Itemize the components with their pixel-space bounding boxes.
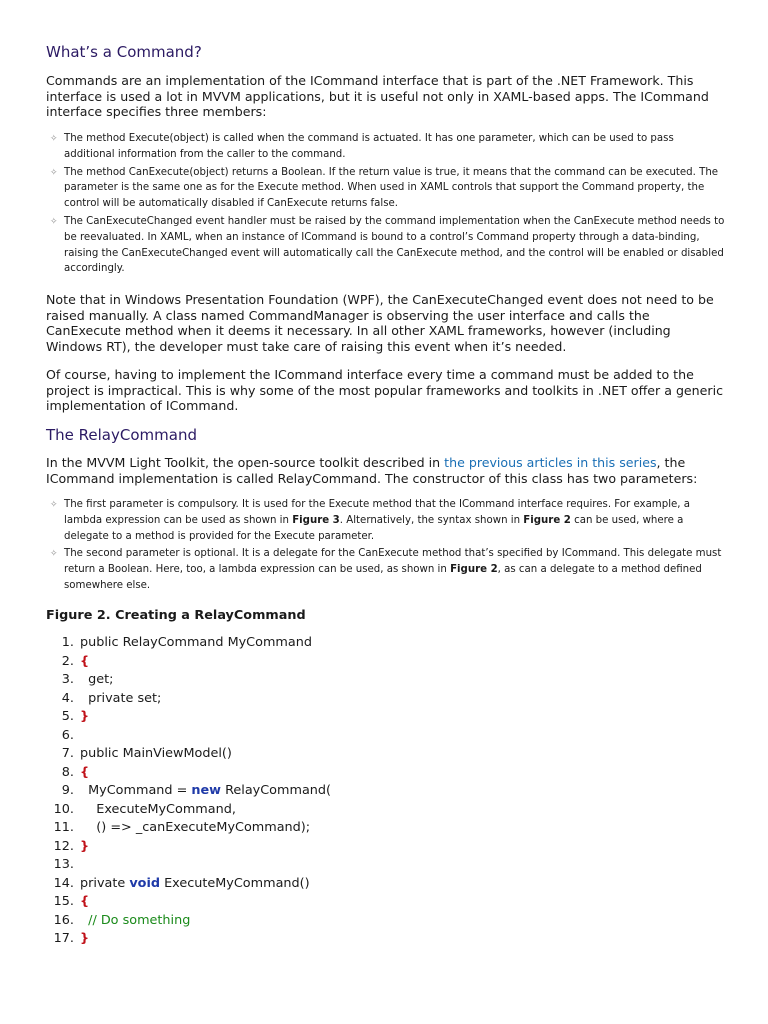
code-text: public RelayCommand MyCommand: [80, 635, 312, 650]
code-brace: }: [80, 838, 90, 854]
figure-title: Figure 2. Creating a RelayCommand: [46, 608, 306, 623]
code-line: [46, 893, 726, 912]
figure-reference: Figure 2: [450, 564, 498, 576]
figure-reference: Figure 2: [523, 514, 571, 526]
list-item: [46, 165, 726, 212]
line-number: 14.: [53, 875, 74, 891]
section-heading-command: What’s a Command?: [46, 43, 202, 61]
bullet-icon: ✧: [50, 216, 58, 227]
code-line: [46, 782, 726, 801]
bullet-icon: ✧: [50, 134, 58, 144]
code-brace: {: [80, 653, 90, 669]
line-number: 10.: [53, 801, 74, 817]
line-number: 13.: [53, 857, 74, 872]
list-item-text: The CanExecuteChanged event handler must be raised by the command implementation when the CanExecute method needs to be reevaluated. In XAML, when an instance of ICommand is bound to a control’s Command property through a data-binding, raising the CanExecuteChanged event will automatically call the CanExecute method, and the control will be enabled or disabled accordingly.: [64, 215, 725, 275]
code-text: ExecuteMyCommand,: [80, 801, 236, 817]
line-number: 8.: [61, 764, 74, 780]
command-members-list: [46, 131, 726, 279]
code-line: [46, 708, 726, 727]
generic-implementation-paragraph: Of course, having to implement the ICommand interface every time a command must be added to the project is impractical. This is why some of the most popular frameworks and toolkits in .NET offer a generic implementation of ICommand.: [46, 367, 724, 414]
code-text: private: [80, 875, 130, 891]
code-line: [46, 690, 726, 709]
code-line: [46, 819, 726, 838]
code-text: public MainViewModel(): [80, 746, 232, 761]
line-number: 1.: [61, 635, 74, 650]
bullet-icon: ✧: [50, 500, 58, 510]
code-brace: {: [80, 764, 90, 780]
code-line: [46, 930, 726, 949]
line-number: 12.: [53, 838, 74, 854]
section-heading-relaycommand: The RelayCommand: [46, 426, 197, 444]
code-text: private set;: [80, 690, 162, 706]
code-listing: [46, 634, 726, 949]
code-line: [46, 634, 726, 653]
list-item: [46, 214, 726, 277]
intro-text-after: , the ICommand implementation is called RelayCommand. The constructor of this class has two parameters:: [46, 455, 698, 486]
line-number: 2.: [61, 653, 74, 669]
code-line: [46, 671, 726, 690]
code-line: [46, 875, 726, 894]
code-comment: // Do something: [80, 912, 191, 928]
code-line: [46, 764, 726, 783]
constructor-parameters-list: [46, 497, 726, 596]
figure-reference: Figure 3: [292, 514, 340, 526]
code-text: get;: [80, 672, 114, 687]
code-text: () => _canExecuteMyCommand);: [80, 820, 311, 835]
code-text: ExecuteMyCommand(): [160, 875, 310, 891]
code-line: [46, 838, 726, 857]
text-run: The second parameter is optional. It is a delegate for the CanExecute method that’s specified by ICommand. This delegate must return a Boolean. Here, too, a lambda expression can be used, as shown in: [64, 548, 722, 576]
code-text: MyCommand =: [80, 783, 192, 798]
intro-paragraph: Commands are an implementation of the ICommand interface that is part of the .NET Framework. This interface is used a lot in MVVM applications, but it is useful not only in XAML-based apps. The ICommand interface specifies three members:: [46, 73, 709, 120]
code-brace: }: [80, 931, 90, 946]
code-keyword: void: [129, 875, 161, 891]
line-number: 9.: [61, 783, 74, 798]
line-number: 4.: [61, 690, 74, 706]
bullet-icon: ✧: [50, 549, 58, 560]
line-number: 3.: [61, 672, 74, 687]
code-line: [46, 727, 726, 746]
code-line: [46, 912, 726, 931]
bullet-icon: ✧: [50, 167, 58, 178]
code-line: [46, 801, 726, 820]
code-line: [46, 745, 726, 764]
code-line: [46, 653, 726, 672]
line-number: 5.: [61, 709, 74, 724]
previous-articles-link[interactable]: the previous articles in this series: [444, 455, 657, 470]
line-number: 11.: [53, 820, 74, 835]
list-item-text: The method CanExecute(object) returns a Boolean. If the return value is true, it means that the command can be executed. The parameter is the same one as for the Execute method. When used in XAML controls that support the Command property, the control will be automatically disabled if CanExecute returns false.: [64, 166, 719, 210]
code-keyword: new: [191, 783, 222, 798]
intro-text-before: In the MVVM Light Toolkit, the open-source toolkit described in: [46, 455, 445, 470]
line-number: 16.: [53, 912, 74, 928]
line-number: 17.: [53, 931, 74, 946]
list-item: [46, 546, 726, 593]
relaycommand-intro-paragraph: [46, 455, 726, 486]
text-run: . Alternatively, the syntax shown in: [339, 514, 524, 526]
text-run: can be used, where a delegate to a method is provided for the Execute parameter.: [64, 514, 684, 542]
code-line: [46, 856, 726, 875]
wpf-note-paragraph: Note that in Windows Presentation Foundation (WPF), the CanExecuteChanged event does not need to be raised manually. A class named CommandManager is observing the user interface and calls the CanExecute method when it deems it necessary. In all other XAML frameworks, however (including Windows RT), the developer must take care of raising this event when it’s needed.: [46, 292, 714, 354]
code-brace: {: [80, 894, 90, 909]
list-item: [46, 131, 726, 163]
line-number: 15.: [53, 894, 74, 909]
text-run: , as can a delegate to a method defined somewhere else.: [64, 564, 702, 591]
text-run: The first parameter is compulsory. It is used for the Execute method that the ICommand interface requires. For example, a lambda expression can be used as shown in: [64, 499, 691, 526]
code-text: RelayCommand(: [221, 783, 332, 798]
list-item: [46, 497, 726, 544]
line-number: 6.: [61, 727, 74, 743]
code-brace: }: [80, 709, 90, 724]
list-item-text: The method Execute(object) is called when the command is actuated. It has one parameter, which can be used to pass additional information from the caller to the command.: [64, 133, 674, 160]
line-number: 7.: [61, 746, 74, 761]
